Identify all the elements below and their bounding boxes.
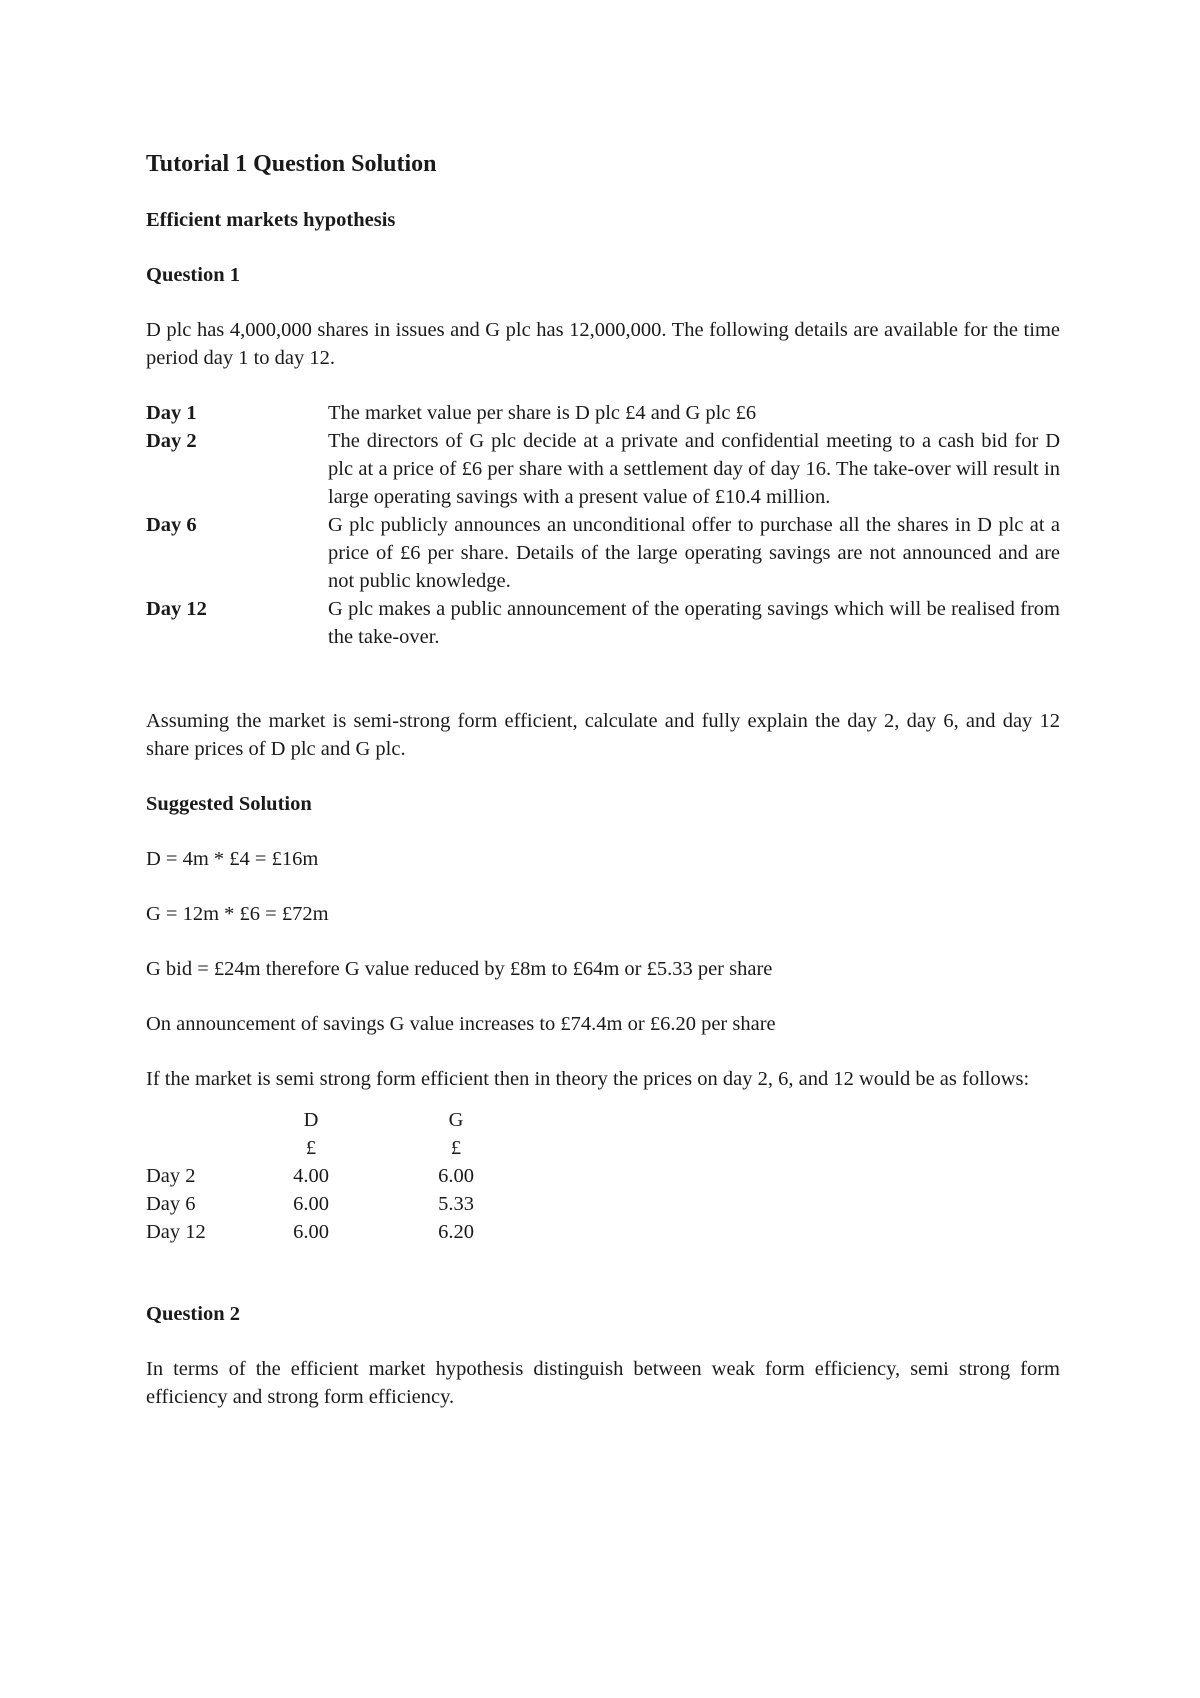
event-timeline <box>146 399 1060 651</box>
solution-line: G = 12m * £6 = £72m <box>146 903 329 925</box>
table-unit-cell: £ <box>450 1137 462 1159</box>
event-row <box>146 399 1060 427</box>
table-cell: 6.00 <box>293 1193 329 1215</box>
solution-line: G bid = £24m therefore G value reduced by £8m to £64m or £5.33 per share <box>146 958 773 980</box>
table-header-cell: G <box>448 1109 464 1131</box>
share-price-table <box>146 1106 546 1246</box>
event-description: The directors of G plc decide at a private and confidential meeting to a cash bid for D plc at a price of £6 per share with a settlement day of day 16. The take-over will result in large operating savings with a present value of £10.4 million. <box>328 430 1060 508</box>
event-description: G plc publicly announces an unconditional offer to purchase all the shares in D plc at a price of £6 per share. Details of the large operating savings are not announced and are not public knowledge. <box>328 514 1060 592</box>
table-row <box>146 1162 546 1190</box>
table-cell: Day 6 <box>146 1193 196 1215</box>
table-unit-row <box>146 1134 546 1162</box>
event-day: Day 6 <box>146 514 197 536</box>
event-description: G plc makes a public announcement of the operating savings which will be realised from the take-over. <box>328 598 1060 648</box>
question-1-intro: D plc has 4,000,000 shares in issues and G plc has 12,000,000. The following details are available for the time period day 1 to day 12. <box>146 319 1060 369</box>
table-cell: Day 12 <box>146 1221 206 1243</box>
table-cell: 6.00 <box>293 1221 329 1243</box>
table-cell: 5.33 <box>438 1193 474 1215</box>
question-2-text: In terms of the efficient market hypothesis distinguish between weak form efficiency, semi strong form efficiency and strong form efficiency. <box>146 1358 1060 1408</box>
page-title: Tutorial 1 Question Solution <box>146 151 437 177</box>
question-1-heading: Question 1 <box>146 264 240 286</box>
section-heading: Efficient markets hypothesis <box>146 209 396 231</box>
solution-line: If the market is semi strong form efficient then in theory the prices on day 2, 6, and 12 would be as follows: <box>146 1068 1030 1090</box>
table-cell: Day 2 <box>146 1165 196 1187</box>
document-page <box>146 148 1060 1438</box>
table-cell: 6.20 <box>438 1221 474 1243</box>
table-header-cell <box>146 1106 256 1134</box>
question-2-heading: Question 2 <box>146 1303 240 1325</box>
event-day: Day 1 <box>146 402 197 424</box>
question-1-task: Assuming the market is semi-strong form efficient, calculate and fully explain the day 2, day 6, and day 12 share prices of D plc and G plc. <box>146 710 1060 760</box>
solution-heading: Suggested Solution <box>146 793 312 815</box>
solution-line: D = 4m * £4 = £16m <box>146 848 319 870</box>
table-unit-cell <box>146 1134 256 1162</box>
table-cell: 4.00 <box>293 1165 329 1187</box>
table-unit-cell: £ <box>305 1137 317 1159</box>
table-row <box>146 1218 546 1246</box>
table-header-cell: D <box>303 1109 319 1131</box>
table-row <box>146 1190 546 1218</box>
event-row <box>146 595 1060 651</box>
event-day: Day 12 <box>146 598 207 620</box>
event-day: Day 2 <box>146 430 197 452</box>
event-description: The market value per share is D plc £4 and G plc £6 <box>328 402 757 424</box>
event-row <box>146 511 1060 595</box>
table-header-row <box>146 1106 546 1134</box>
solution-line: On announcement of savings G value increases to £74.4m or £6.20 per share <box>146 1013 776 1035</box>
table-cell: 6.00 <box>438 1165 474 1187</box>
event-row <box>146 427 1060 511</box>
